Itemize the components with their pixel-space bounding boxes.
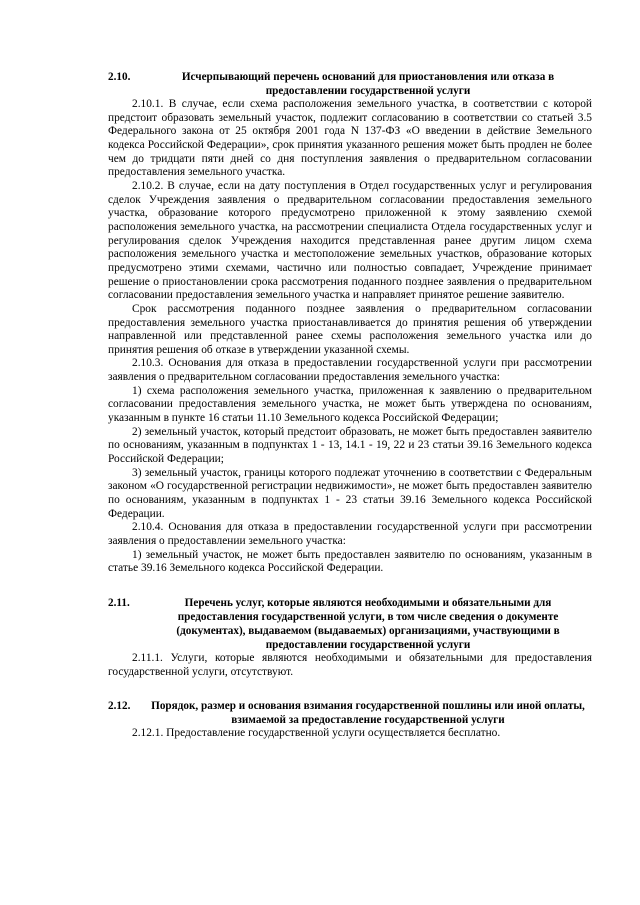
paragraph-2-10-2: 2.10.2. В случае, если на дату поступления в Отдел государственных услуг и регулирования сделок Учреждения заявления о предварительном согласовании предоставления земельного участка, образование которого предусмотрено приложенной к этому заявлению схемой расположения земельного участка, на рассмотрении специалиста Отдела государственных услуг и регулирования сделок Учреждения находится представленная ранее другим лицом схема расположения земельного участка и местоположение земельных участков, образование которых предусмотрено этими схемами, частично или полностью совпадает, Учреждение принимает решение о приостановлении срока рассмотрения поданного позднее заявления о предварительном согласовании предоставления земельного участка и направляет принятое решение заявителю. — [108, 179, 592, 302]
spacer — [108, 576, 592, 596]
section-2-10-heading — [108, 70, 592, 98]
section-title: Исчерпывающий перечень оснований для приостановления или отказа в предоставлении государственной услуги — [181, 71, 555, 97]
section-title: Порядок, размер и основания взимания государственной пошлины или иной оплаты, взимаемой за предоставление государственной услуги — [151, 700, 585, 727]
section-number: 2.11. — [108, 596, 130, 609]
paragraph-suspension-term: Срок рассмотрения поданного позднее заявления о предварительном согласовании предоставления земельного участка приостанавливается до принятия решения об утверждении направленной или представленной ранее схемы расположения земельного участка или до принятия решения об отказе в утверждении указанной схемы. — [108, 302, 592, 356]
spacer — [108, 679, 592, 699]
section-2-11-heading — [108, 596, 592, 652]
list-item-1-refusal: 1) земельный участок, не может быть предоставлен заявителю по основаниям, указанным в статье 39.16 Земельного кодекса Российской Федерации. — [108, 548, 592, 575]
paragraph-2-11-1: 2.11.1. Услуги, которые являются необходимыми и обязательными для предоставления государственной услуги, отсутствуют. — [108, 651, 592, 678]
section-number: 2.10. — [108, 71, 131, 83]
list-item-1: 1) схема расположения земельного участка, приложенная к заявлению о предварительном согласовании предоставления земельного участка, не может быть утверждена по основаниям, указанным в пункте 16 статьи 11.10 Земельного кодекса Российской Федерации; — [108, 384, 592, 425]
list-item-2: 2) земельный участок, который предстоит образовать, не может быть предоставлен заявителю по основаниям, указанным в подпунктах 1 - 13, 14.1 - 19, 22 и 23 статьи 39.16 Земельного кодекса Российской Федерации; — [108, 425, 592, 466]
paragraph-2-12-1: 2.12.1. Предоставление государственной услуги осуществляется бесплатно. — [132, 727, 501, 740]
section-title: Перечень услуг, которые являются необходимыми и обязательными для предоставления государственной услуги, в том числе сведения о документе (документах), выдаваемом (выдаваемых) организациями, участвующими в предоставлении государственной услуги — [176, 596, 560, 651]
list-item-3: 3) земельный участок, границы которого подлежат уточнению в соответствии с Федеральным законом «О государственной регистрации недвижимости», не может быть предоставлен заявителю по основаниям, указанным в подпунктах 1 - 23 статьи 39.16 Земельного кодекса Российской Федерации. — [108, 466, 592, 520]
paragraph-2-10-3: 2.10.3. Основания для отказа в предоставлении государственной услуги при рассмотрении заявления о предварительном согласовании предоставления земельного участка: — [108, 357, 592, 384]
paragraph-2-10-1: 2.10.1. В случае, если схема расположения земельного участка, в соответствии с которой предстоит образовать земельный участок, подлежит согласованию в соответствии со статьей 3.5 Федерального закона от 25 октября 2001 года N 137-ФЗ «О введении в действие Земельного кодекса Российской Федерации», срок принятия указанного решения может быть продлен не более чем до тридцати пяти дней со дня поступления заявления о предварительном согласовании предоставления земельного участка. — [108, 98, 592, 179]
section-2-12-heading — [108, 699, 592, 727]
section-number: 2.12. — [108, 700, 131, 713]
paragraph-2-10-4: 2.10.4. Основания для отказа в предоставлении государственной услуги при рассмотрении заявления о предоставлении земельного участка: — [108, 521, 592, 547]
